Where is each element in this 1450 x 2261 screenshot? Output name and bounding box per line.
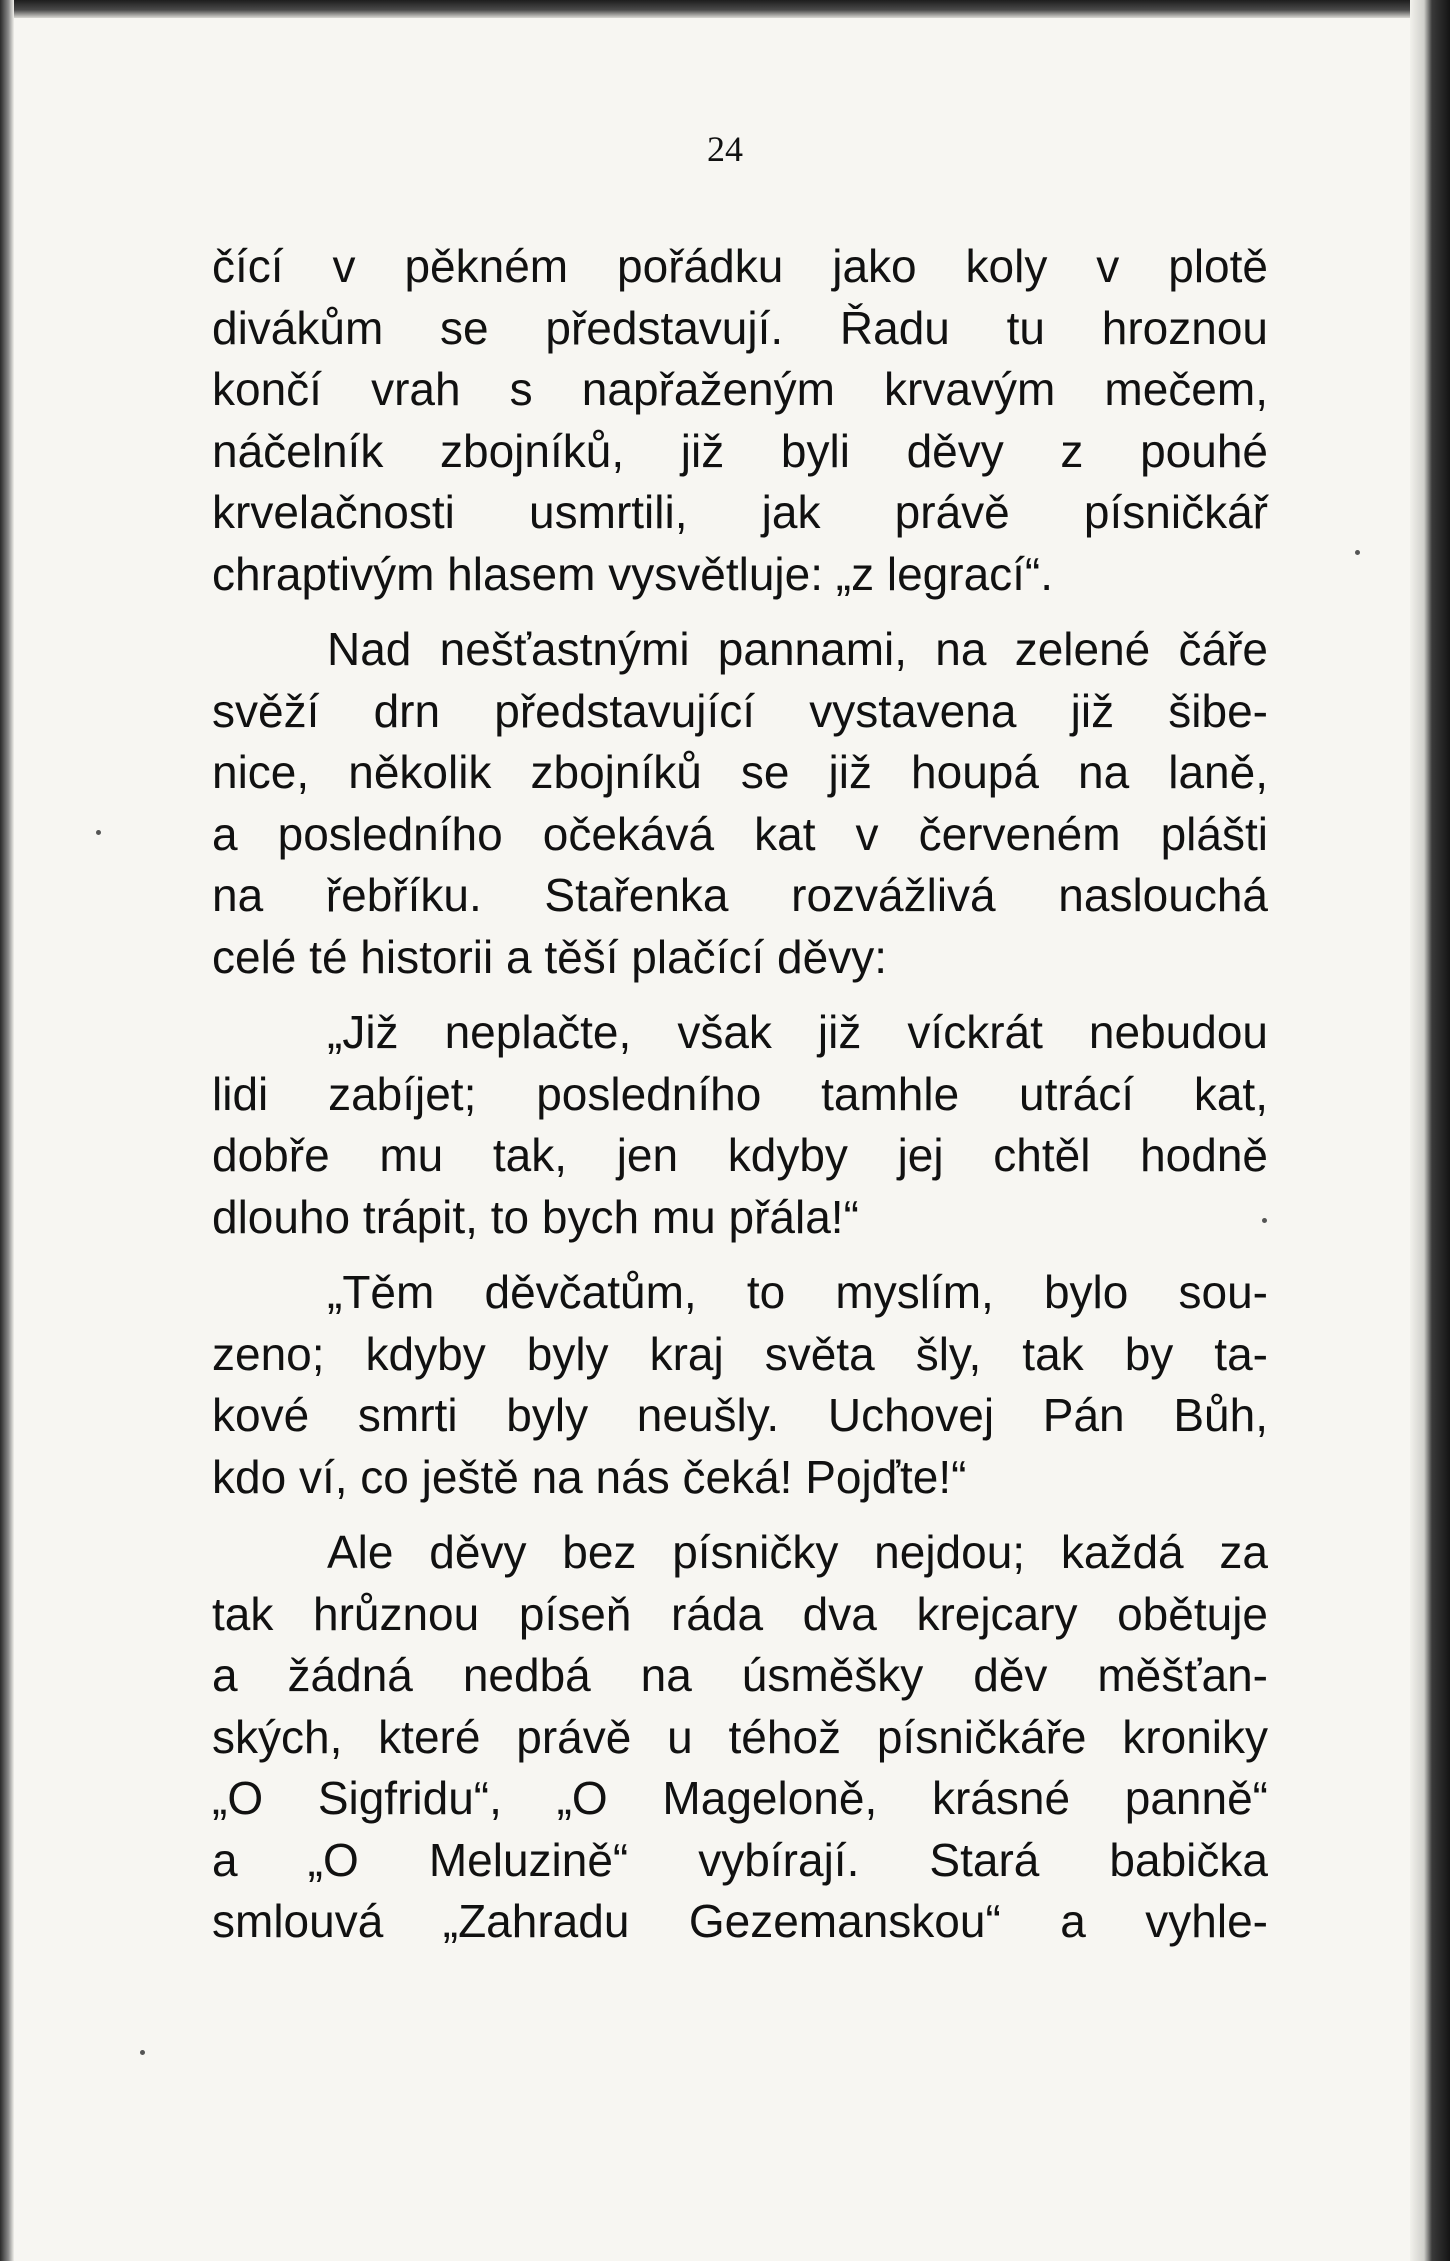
text-line: kové smrti byly neušly. Uchovej Pán Bůh, — [212, 1389, 1268, 1441]
page-top-edge-shadow — [0, 0, 1450, 18]
text-line: Ale děvy bez písničky nejdou; každá za — [327, 1526, 1268, 1578]
text-line: svěží drn představující vystavena již šibe- — [212, 684, 1268, 737]
text-line: celé té historii a těší plačící děvy: — [212, 930, 887, 983]
text-line: „Již neplačte, však již víckrát nebudou — [327, 1006, 1268, 1058]
text-line: kdo ví, co ještě na nás čeká! Pojďte!“ — [212, 1450, 967, 1503]
text-line: zeno; kdyby byly kraj světa šly, tak by ta- — [212, 1327, 1268, 1380]
text-line: Nad nešťastnými pannami, na zelené čáře — [327, 623, 1268, 675]
paragraph-5 — [212, 1522, 1268, 1953]
page-left-edge-shadow — [0, 0, 14, 2261]
text-line: divákům se představují. Řadu tu hroznou — [212, 301, 1268, 354]
paragraph-3 — [212, 1002, 1268, 1248]
paragraph-2 — [212, 619, 1268, 988]
text-line: dobře mu tak, jen kdyby jej chtěl hodně — [212, 1129, 1268, 1181]
text-line: lidi zabíjet; posledního tamhle utrácí kat, — [212, 1067, 1268, 1120]
text-line: nice, několik zbojníků se již houpá na laně, — [212, 746, 1268, 798]
text-line: tak hrůznou píseň ráda dva krejcary obětuje — [212, 1587, 1268, 1640]
page-number: 24 — [707, 129, 743, 169]
text-line: a žádná nedbá na úsměšky děv měšťan- — [212, 1649, 1268, 1701]
text-line: končí vrah s napřaženým krvavým mečem, — [212, 363, 1268, 415]
text-line: smlouvá „Zahradu Gezemanskou“ a vyhle- — [212, 1895, 1268, 1947]
paragraph-4 — [212, 1262, 1268, 1508]
text-line: dlouho trápit, to bych mu přála!“ — [212, 1190, 859, 1243]
text-line: „O Sigfridu“, „O Mageloně, krásné panně“ — [212, 1772, 1268, 1824]
paragraph-1 — [212, 236, 1268, 605]
text-line: na řebříku. Stařenka rozvážlivá naslouchá — [212, 869, 1268, 921]
paper-speck — [140, 2050, 145, 2055]
body-text — [212, 236, 1268, 1967]
text-line: čící v pěkném pořádku jako koly v plotě — [212, 240, 1268, 292]
text-line: „Těm děvčatům, to myslím, bylo sou- — [327, 1266, 1268, 1318]
text-line: ských, které právě u téhož písničkáře kroniky — [212, 1710, 1268, 1763]
page-right-edge-binding — [1410, 0, 1450, 2261]
text-line: a „O Meluzině“ vybírají. Stará babička — [212, 1833, 1268, 1886]
paper-speck — [1355, 550, 1360, 555]
text-line: a posledního očekává kat v červeném plášti — [212, 807, 1268, 860]
text-line: náčelník zbojníků, již byli děvy z pouhé — [212, 424, 1268, 477]
paper-speck — [96, 830, 101, 835]
text-line: krvelačnosti usmrtili, jak právě písničkář — [212, 486, 1268, 538]
text-line: chraptivým hlasem vysvětluje: „z legrací“. — [212, 547, 1054, 600]
